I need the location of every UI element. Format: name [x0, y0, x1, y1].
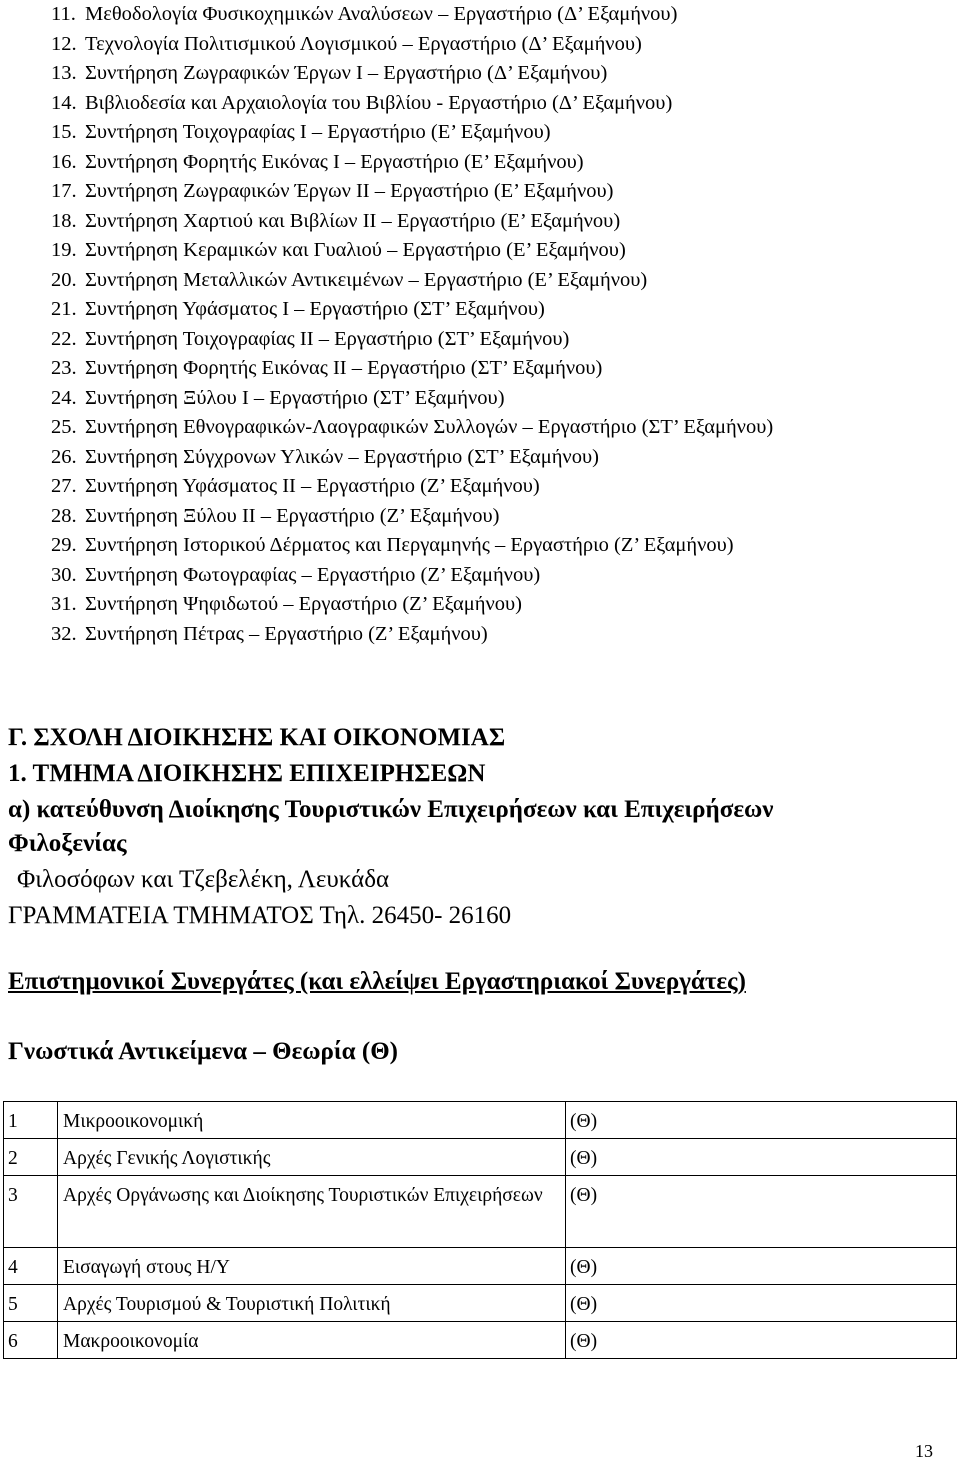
list-item: 11. Μεθοδολογία Φυσικοχημικών Αναλύσεων – Εργαστήριο (Δ’ Εξαμήνου) — [51, 3, 678, 25]
list-item: 31. Συντήρηση Ψηφιδωτού – Εργαστήριο (Ζ’ Εξαμήνου) — [51, 593, 522, 615]
row-number: 6 — [4, 1322, 58, 1359]
list-item: 17. Συντήρηση Ζωγραφικών Έργων ΙΙ – Εργαστήριο (Ε’ Εξαμήνου) — [51, 180, 614, 202]
list-item: 32. Συντήρηση Πέτρας – Εργαστήριο (Ζ’ Εξαμήνου) — [51, 622, 488, 645]
row-number: 4 — [4, 1248, 58, 1285]
course-name: Εισαγωγή στους Η/Υ — [58, 1248, 566, 1285]
table-row — [4, 1248, 957, 1285]
collaborators-heading: Επιστημονικοί Συνεργάτες (και ελλείψει Εργαστηριακοί Συνεργάτες) — [8, 968, 746, 995]
list-item: 22. Συντήρηση Τοιχογραφίας ΙΙ – Εργαστήριο (ΣΤ’ Εξαμήνου) — [51, 327, 570, 350]
list-item: 27. Συντήρηση Υφάσματος ΙΙ – Εργαστήριο (Ζ’ Εξαμήνου) — [51, 475, 540, 497]
list-item: 12. Τεχνολογία Πολιτισμικού Λογισμικού – Εργαστήριο (Δ’ Εξαμήνου) — [51, 32, 642, 55]
course-name: Αρχές Οργάνωσης και Διοίκησης Τουριστικών Επιχειρήσεων — [58, 1176, 566, 1248]
list-item: 25. Συντήρηση Εθνογραφικών-Λαογραφικών Συλλογών – Εργαστήριο (ΣΤ’ Εξαμήνου) — [51, 416, 774, 438]
course-type: (Θ) — [566, 1248, 957, 1285]
list-item: 15. Συντήρηση Τοιχογραφίας Ι – Εργαστήριο (Ε’ Εξαμήνου) — [51, 121, 551, 143]
course-type: (Θ) — [566, 1176, 957, 1248]
list-item: 19. Συντήρηση Κεραμικών και Γυαλιού – Εργαστήριο (Ε’ Εξαμήνου) — [51, 239, 626, 261]
direction-heading-continued: Φιλοξενίας — [8, 830, 127, 857]
list-item: 28. Συντήρηση Ξύλου ΙΙ – Εργαστήριο (Ζ’ Εξαμήνου) — [51, 504, 500, 527]
course-name: Μακροοικονομία — [58, 1322, 566, 1359]
school-heading: Γ. ΣΧΟΛΗ ΔΙΟΙΚΗΣΗΣ ΚΑΙ ΟΙΚΟΝΟΜΙΑΣ — [8, 724, 506, 751]
row-number: 5 — [4, 1285, 58, 1322]
page-number: 13 — [915, 1441, 933, 1461]
list-item: 14. Βιβλιοδεσία και Αρχαιολογία του Βιβλίου - Εργαστήριο (Δ’ Εξαμήνου) — [51, 91, 673, 114]
list-item: 23. Συντήρηση Φορητής Εικόνας ΙΙ – Εργαστήριο (ΣΤ’ Εξαμήνου) — [51, 357, 603, 379]
list-item: 24. Συντήρηση Ξύλου Ι – Εργαστήριο (ΣΤ’ Εξαμήνου) — [51, 386, 505, 409]
list-item: 30. Συντήρηση Φωτογραφίας – Εργαστήριο (Ζ’ Εξαμήνου) — [51, 563, 541, 586]
course-type: (Θ) — [566, 1285, 957, 1322]
course-type: (Θ) — [566, 1102, 957, 1139]
department-heading: 1. ΤΜΗΜΑ ΔΙΟΙΚΗΣΗΣ ΕΠΙΧΕΙΡΗΣΕΩΝ — [8, 760, 486, 787]
theory-subjects-heading: Γνωστικά Αντικείμενα – Θεωρία (Θ) — [8, 1038, 398, 1065]
list-item: 16. Συντήρηση Φορητής Εικόνας Ι – Εργαστήριο (Ε’ Εξαμήνου) — [51, 150, 584, 173]
table-row — [4, 1139, 957, 1176]
list-item: 18. Συντήρηση Χαρτιού και Βιβλίων ΙΙ – Εργαστήριο (Ε’ Εξαμήνου) — [51, 209, 621, 232]
courses-table — [3, 1101, 957, 1359]
list-item: 21. Συντήρηση Υφάσματος Ι – Εργαστήριο (ΣΤ’ Εξαμήνου) — [51, 298, 545, 320]
table-row — [4, 1102, 957, 1139]
list-item: 13. Συντήρηση Ζωγραφικών Έργων Ι – Εργαστήριο (Δ’ Εξαμήνου) — [51, 62, 608, 84]
list-item: 29. Συντήρηση Ιστορικού Δέρματος και Περγαμηνής – Εργαστήριο (Ζ’ Εξαμήνου) — [51, 534, 734, 556]
row-number: 1 — [4, 1102, 58, 1139]
course-name: Αρχές Τουρισμού & Τουριστική Πολιτική — [58, 1285, 566, 1322]
table-row — [4, 1176, 957, 1248]
list-item: 26. Συντήρηση Σύγχρονων Υλικών – Εργαστήριο (ΣΤ’ Εξαμήνου) — [51, 445, 599, 468]
course-type: (Θ) — [566, 1139, 957, 1176]
row-number: 2 — [4, 1139, 58, 1176]
secretariat-phone: ΓΡΑΜΜΑΤΕΙΑ ΤΜΗΜΑΤΟΣ Τηλ. 26450- 26160 — [8, 902, 512, 929]
course-name: Αρχές Γενικής Λογιστικής — [58, 1139, 566, 1176]
lab-course-list — [51, 0, 773, 649]
list-item: 20. Συντήρηση Μεταλλικών Αντικειμένων – Εργαστήριο (Ε’ Εξαμήνου) — [51, 268, 648, 291]
table-row — [4, 1322, 957, 1359]
table-row — [4, 1285, 957, 1322]
course-type: (Θ) — [566, 1322, 957, 1359]
department-address: Φιλοσόφων και Τζεβελέκη, Λευκάδα — [17, 866, 390, 893]
row-number: 3 — [4, 1176, 58, 1248]
course-name: Μικροοικονομική — [58, 1102, 566, 1139]
direction-heading: α) κατεύθυνση Διοίκησης Τουριστικών Επιχειρήσεων και Επιχειρήσεων — [8, 796, 774, 823]
